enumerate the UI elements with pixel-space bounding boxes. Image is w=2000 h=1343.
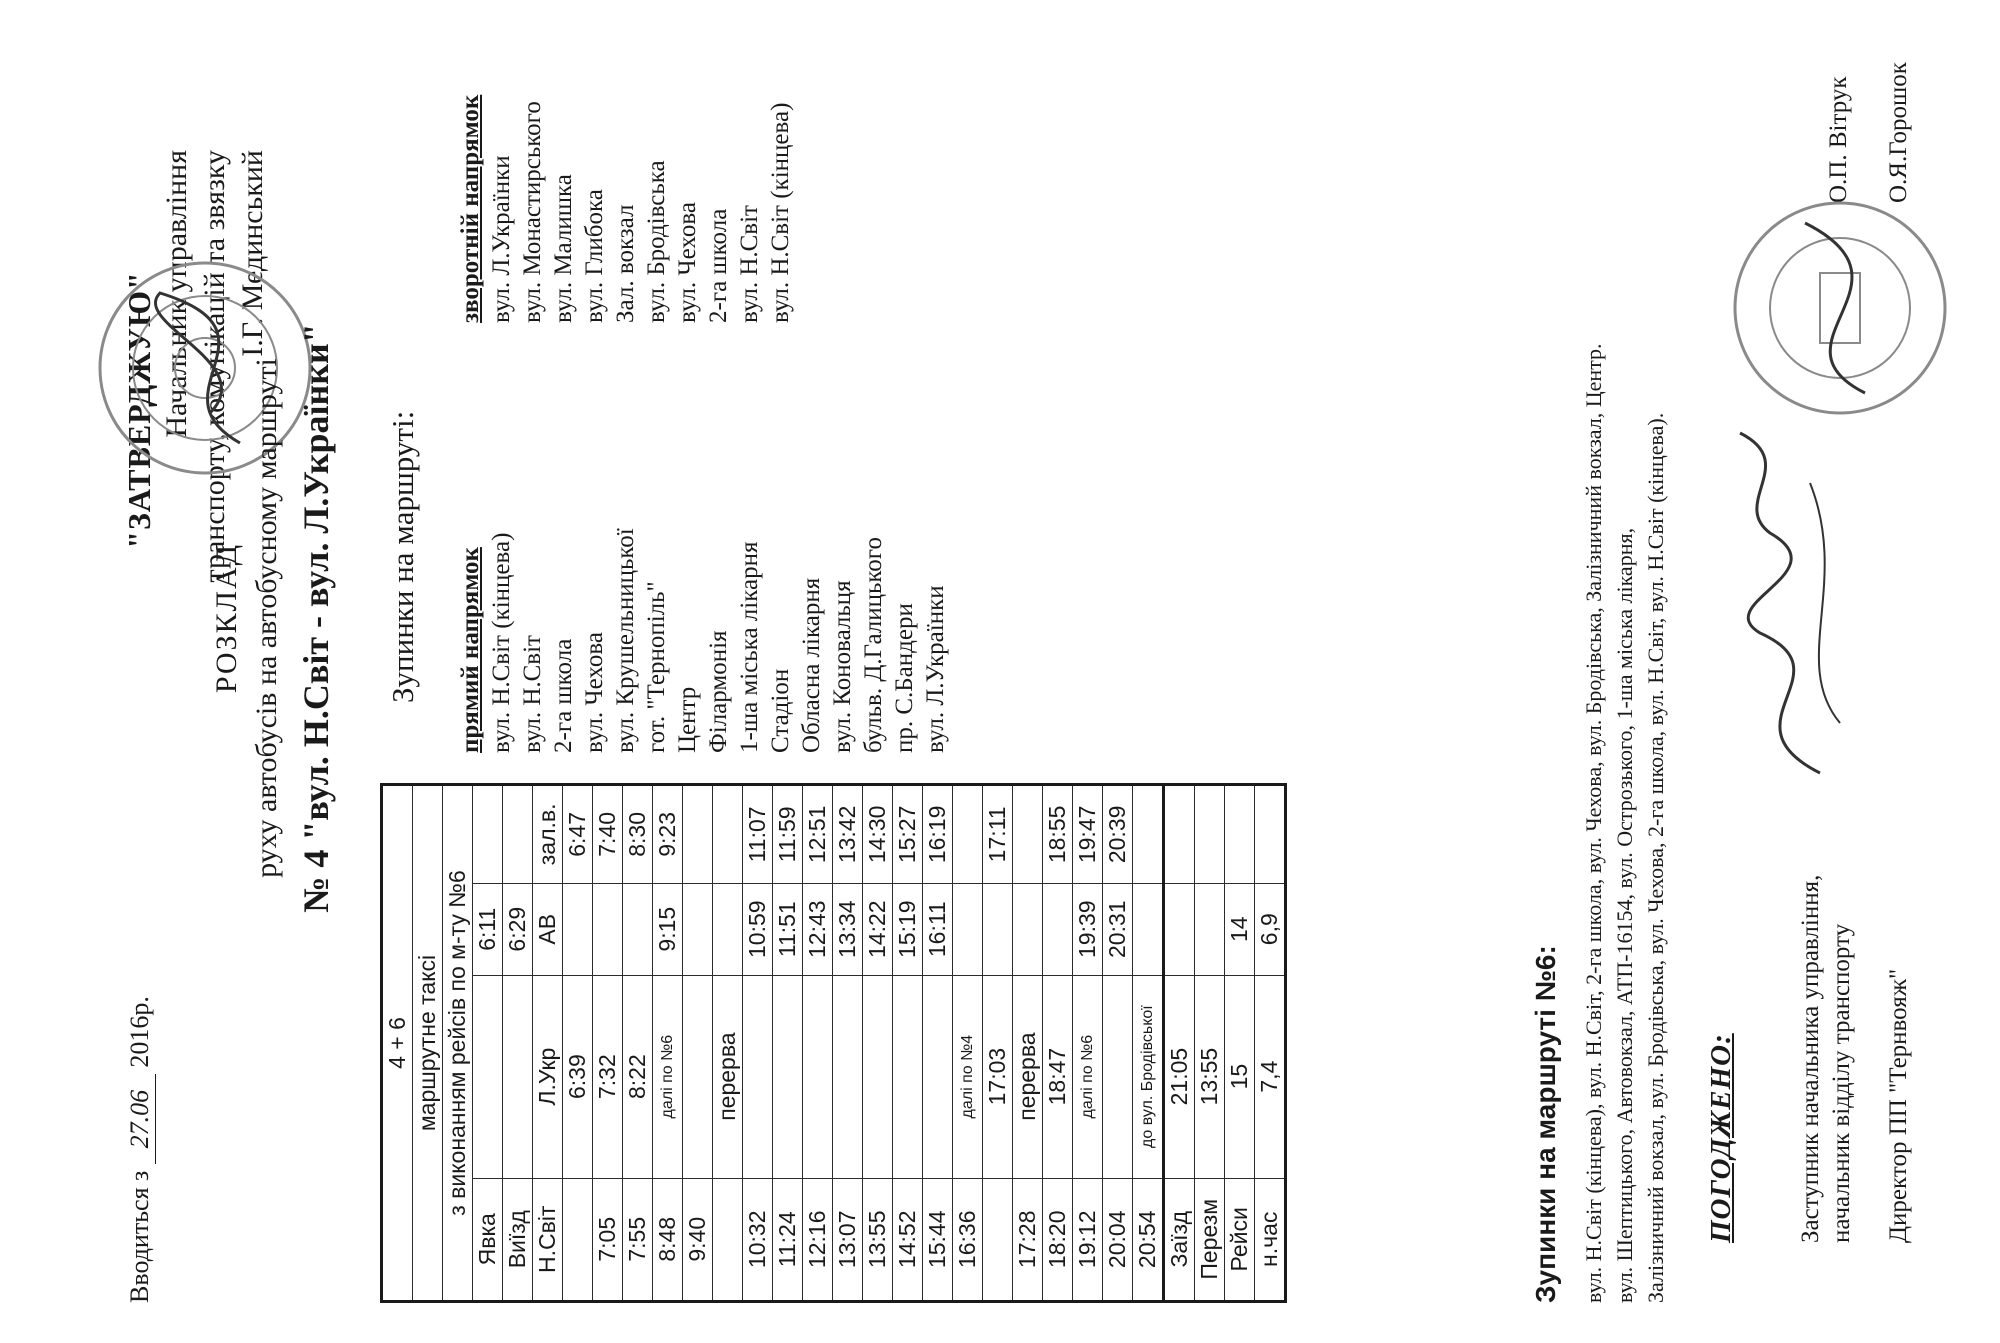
timetable-cell: далі по №6 <box>653 975 683 1178</box>
timetable-cell: до вул. Бродівської <box>1133 975 1164 1178</box>
timetable-cell: 13:34 <box>833 883 863 975</box>
timetable-cell <box>623 883 653 975</box>
director-title: Директор ПП "Тернвояж" <box>1885 968 1912 1243</box>
forward-stop-item: вул. Н.Світ (кінцева) <box>488 532 515 753</box>
timetable-cell <box>953 883 983 975</box>
timetable-row <box>1043 785 1073 1302</box>
timetable-row <box>1103 785 1133 1302</box>
timetable-row <box>743 785 773 1302</box>
timetable-cell: 8:30 <box>623 785 653 884</box>
timetable-cell <box>503 975 533 1178</box>
timetable-cell: 20:04 <box>1103 1178 1133 1301</box>
timetable-cell: 6:47 <box>563 785 593 884</box>
signature-scribble <box>1700 423 1860 783</box>
timetable-cell: 17:11 <box>983 785 1013 884</box>
timetable-cell <box>563 1178 593 1301</box>
forward-stop-item: пр. С.Бандери <box>891 603 918 753</box>
timetable-cell: 13:55 <box>863 1178 893 1301</box>
timetable-summary-row <box>1225 785 1255 1302</box>
timetable-cell: 20:31 <box>1103 883 1133 975</box>
timetable-cell: 7:40 <box>593 785 623 884</box>
timetable-cell: 8:48 <box>653 1178 683 1301</box>
forward-stop-item: вул. Н.Світ <box>519 635 546 753</box>
timetable-cell: 14:30 <box>863 785 893 884</box>
timetable-cell: 12:43 <box>803 883 833 975</box>
agreement-stamp-seal <box>1725 193 1955 423</box>
timetable-label-row <box>503 785 533 1302</box>
route-title: № 4 "вул. Н.Світ - вул. Л.Українки" <box>296 323 336 913</box>
forward-stop-item: Стадіон <box>767 668 794 753</box>
timetable-cell: 15:19 <box>893 883 923 975</box>
timetable-cell <box>683 975 713 1178</box>
approval-title: "ЗАТВЕРДЖУЮ" <box>121 271 157 549</box>
timetable-cell: н.час <box>1255 1178 1286 1301</box>
timetable-cell <box>1225 785 1255 884</box>
timetable-cell: Явка <box>473 1178 503 1301</box>
timetable-row <box>593 785 623 1302</box>
deputy-name: О.П. Вітрук <box>1825 76 1852 203</box>
route6-line-3: Залізничний вокзал, вул. Бродівська, вул. Чехова, 2-га школа, вул. Н.Світ, вул. Н.Світ (кінцева). <box>1643 412 1668 1303</box>
timetable-cell: 15:27 <box>893 785 923 884</box>
timetable-cell: Виїзд <box>503 1178 533 1301</box>
route-type-row <box>413 785 443 1302</box>
timetable-cell <box>713 785 743 884</box>
timetable-cell: Л.Укр <box>533 975 563 1178</box>
forward-stop-item: 2-га школа <box>550 638 577 753</box>
timetable-cell: 7,4 <box>1255 975 1286 1178</box>
timetable-cell: 16:19 <box>923 785 953 884</box>
forward-direction-title: прямий напрямок <box>457 547 484 753</box>
timetable-row <box>923 785 953 1302</box>
timetable-cell: 21:05 <box>1164 975 1195 1178</box>
timetable-cell <box>593 883 623 975</box>
timetable-cell <box>1013 883 1043 975</box>
forward-stop-item: вул. Л.Українки <box>922 585 949 753</box>
timetable-cell: Рейси <box>1225 1178 1255 1301</box>
forward-stop-item: вул. Крушельницької <box>612 528 639 753</box>
director-name: О.Я.Горошок <box>1885 62 1912 203</box>
timetable-cell: 4 + 6 <box>382 785 413 1302</box>
timetable-cell: 13:42 <box>833 785 863 884</box>
timetable-cell: 9:23 <box>653 785 683 884</box>
timetable-row <box>803 785 833 1302</box>
timetable-cell <box>833 975 863 1178</box>
timetable-cell: Н.Світ <box>533 1178 563 1301</box>
timetable-cell: 18:20 <box>1043 1178 1073 1301</box>
timetable-cell: 18:47 <box>1043 975 1073 1178</box>
timetable-cell: 14 <box>1225 883 1255 975</box>
timetable-cell <box>773 975 803 1178</box>
reverse-stop-item: 2-га школа <box>705 208 732 323</box>
timetable-cell: 7:32 <box>593 975 623 1178</box>
timetable-cell: 7:05 <box>593 1178 623 1301</box>
timetable-cell: 8:22 <box>623 975 653 1178</box>
timetable-cell <box>983 883 1013 975</box>
timetable-cell: 6:39 <box>563 975 593 1178</box>
forward-stop-item: Центр <box>674 686 701 753</box>
approval-signatory: І.Г. Мединський <box>236 150 269 357</box>
timetable-cell <box>893 975 923 1178</box>
reverse-stop-item: вул. Малишка <box>550 174 577 323</box>
timetable-cell: 20:54 <box>1133 1178 1164 1301</box>
timetable-cell: 19:39 <box>1073 883 1103 975</box>
effective-date-handwritten: 27.06 <box>125 1074 156 1164</box>
route6-line-2: вул. Шептицького, Автовокзал, АТП-16154, вул. Острозького, 1-ша міська лікарня, <box>1612 527 1637 1303</box>
timetable-cell <box>1013 785 1043 884</box>
forward-stop-item: гот. "Тернопіль" <box>643 581 670 753</box>
timetable-cell <box>713 883 743 975</box>
timetable-row <box>1073 785 1103 1302</box>
timetable-cell <box>713 1178 743 1301</box>
timetable-row <box>653 785 683 1302</box>
timetable-cell: маршрутне таксі <box>413 785 443 1302</box>
reverse-stop-item: вул. Н.Світ (кінцева) <box>767 102 794 323</box>
stops-heading: Зупинки на маршруті: <box>385 410 420 703</box>
timetable-cell: 16:36 <box>953 1178 983 1301</box>
agreed-heading: ПОГОДЖЕНО: <box>1705 1033 1737 1243</box>
reverse-stop-item: вул. Н.Світ <box>736 205 763 323</box>
effective-date-line <box>125 996 156 1303</box>
timetable-cell <box>863 975 893 1178</box>
timetable-cell: 7:55 <box>623 1178 653 1301</box>
timetable-cell: 18:55 <box>1043 785 1073 884</box>
timetable-cell: 15 <box>1225 975 1255 1178</box>
timetable-cell <box>1103 975 1133 1178</box>
timetable-cell <box>1164 785 1195 884</box>
reverse-stop-item: вул. Глибока <box>581 189 608 323</box>
timetable-header-row <box>533 785 563 1302</box>
timetable-row <box>953 785 983 1302</box>
timetable-cell: 11:07 <box>743 785 773 884</box>
timetable-cell <box>923 975 953 1178</box>
timetable-cell: перерва <box>1013 975 1043 1178</box>
route-number-row <box>382 785 413 1302</box>
timetable-cell: 11:59 <box>773 785 803 884</box>
timetable-cell <box>473 975 503 1178</box>
timetable-row <box>773 785 803 1302</box>
timetable-summary-row <box>1164 785 1195 1302</box>
timetable-cell: Заїзд <box>1164 1178 1195 1301</box>
timetable-cell: АВ <box>533 883 563 975</box>
timetable-cell: 17:28 <box>1013 1178 1043 1301</box>
timetable-row <box>983 785 1013 1302</box>
timetable-cell <box>1043 883 1073 975</box>
route6-line-1: вул. Н.Світ (кінцева), вул. Н.Світ, 2-га школа, вул. Чехова, вул. Бродівська, Залізничний вокзал, Центр. <box>1581 343 1606 1303</box>
route6-heading: Зупинки на маршруті №6: <box>1530 945 1561 1303</box>
forward-stop-item: вул. Коновальця <box>829 580 856 753</box>
timetable-row <box>863 785 893 1302</box>
approval-line2: транспорту, комунікацій та звязку <box>198 150 231 583</box>
approval-line1: Начальник управління <box>160 150 193 438</box>
timetable-cell <box>683 785 713 884</box>
timetable-cell <box>743 975 773 1178</box>
timetable-cell: 6:29 <box>503 883 533 975</box>
forward-stop-item: 1-ша міська лікарня <box>736 541 763 753</box>
timetable-cell: 6,9 <box>1255 883 1286 975</box>
timetable-cell: 11:24 <box>773 1178 803 1301</box>
timetable-cell <box>1164 883 1195 975</box>
timetable-cell <box>803 975 833 1178</box>
timetable-cell: 10:59 <box>743 883 773 975</box>
forward-stop-item: вул. Чехова <box>581 632 608 753</box>
deputy-title-line2: начальник відділу транспорту <box>1828 923 1855 1243</box>
timetable-cell <box>1255 785 1286 884</box>
timetable-cell <box>1195 785 1225 884</box>
reverse-direction-title: зворотній напрямок <box>457 94 484 323</box>
forward-stop-item: бульв. Д.Галицького <box>860 537 887 753</box>
effective-date-year: 2016р. <box>125 996 154 1068</box>
timetable-summary-row <box>1255 785 1286 1302</box>
timetable-cell <box>503 785 533 884</box>
timetable-cell: 14:52 <box>893 1178 923 1301</box>
timetable-cell: 16:11 <box>923 883 953 975</box>
timetable-cell <box>953 785 983 884</box>
reverse-stops <box>455 95 796 323</box>
forward-stops <box>455 528 951 753</box>
timetable-cell <box>1133 785 1164 884</box>
deputy-signature-block <box>1795 875 1857 1243</box>
timetable-cell: 14:22 <box>863 883 893 975</box>
timetable-cell <box>683 883 713 975</box>
timetable-cell: 12:16 <box>803 1178 833 1301</box>
reverse-stop-item: вул. Чехова <box>674 202 701 323</box>
approval-stamp-seal <box>90 253 320 483</box>
timetable-cell: далі по №4 <box>953 975 983 1178</box>
timetable-cell: далі по №6 <box>1073 975 1103 1178</box>
timetable <box>380 783 1287 1303</box>
timetable-cell: 15:44 <box>923 1178 953 1301</box>
schedule-title: РОЗКЛАД <box>210 542 243 694</box>
timetable-cell <box>983 1178 1013 1301</box>
timetable-row <box>683 785 713 1302</box>
timetable-row <box>1133 785 1164 1302</box>
timetable-row <box>623 785 653 1302</box>
reverse-stop-item: вул. Л.Українки <box>488 155 515 323</box>
timetable-cell: 9:40 <box>683 1178 713 1301</box>
timetable-cell <box>1195 883 1225 975</box>
timetable-summary-row <box>1195 785 1225 1302</box>
timetable-cell: 17:03 <box>983 975 1013 1178</box>
timetable-cell: 13:07 <box>833 1178 863 1301</box>
timetable-cell: 12:51 <box>803 785 833 884</box>
timetable-row <box>833 785 863 1302</box>
deputy-title-line1: Заступник начальника управління, <box>1797 874 1824 1243</box>
timetable-cell: 9:15 <box>653 883 683 975</box>
timetable-row <box>563 785 593 1302</box>
timetable-cell: перерва <box>713 975 743 1178</box>
timetable-cell <box>563 883 593 975</box>
reverse-stop-item: Зал. вокзал <box>612 204 639 323</box>
timetable-cell: 20:39 <box>1103 785 1133 884</box>
route-note-row <box>443 785 473 1302</box>
timetable-cell <box>473 785 503 884</box>
timetable-cell: 6:11 <box>473 883 503 975</box>
reverse-stop-item: вул. Бродівська <box>643 160 670 323</box>
timetable-cell: 10:32 <box>743 1178 773 1301</box>
timetable-cell: зал.в. <box>533 785 563 884</box>
timetable-cell: 13:55 <box>1195 975 1225 1178</box>
timetable-row <box>893 785 923 1302</box>
forward-stop-item: Обласна лікарня <box>798 577 825 753</box>
timetable-label-row <box>473 785 503 1302</box>
timetable-cell: 19:12 <box>1073 1178 1103 1301</box>
timetable-cell <box>1133 883 1164 975</box>
timetable-cell: 19:47 <box>1073 785 1103 884</box>
timetable-cell: з виконанням рейсів по м-ту №6 <box>443 785 473 1302</box>
effective-date-prefix: Вводиться з <box>125 1170 154 1303</box>
timetable-cell: Перезм <box>1195 1178 1225 1301</box>
reverse-stop-item: вул. Монастирського <box>519 101 546 323</box>
timetable-cell: 11:51 <box>773 883 803 975</box>
forward-stop-item: Філармонія <box>705 630 732 753</box>
route6-stops <box>1530 43 1671 1303</box>
timetable-row <box>1013 785 1043 1302</box>
schedule-subtitle: руху автобусів на автобусному маршруті <box>250 358 283 878</box>
timetable-row <box>713 785 743 1302</box>
